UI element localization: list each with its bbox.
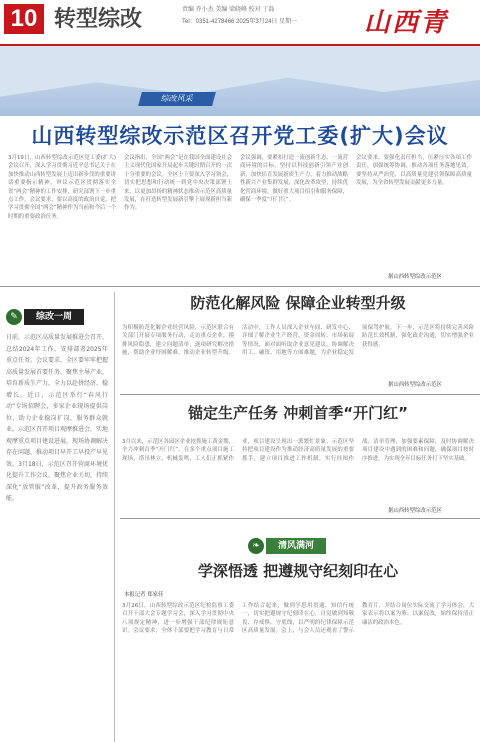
- article4-headline: 学深悟透 把遵规守纪刻印在心: [197, 562, 399, 580]
- article2-headline: 防范化解风险 保障企业转型升级: [190, 294, 406, 312]
- leaf-icon: ❧: [248, 538, 264, 554]
- article4-label: 清风满河: [266, 538, 326, 554]
- article2-source: 据山西转型综改示范区: [388, 382, 442, 388]
- article3-source: 据山西转型综改示范区: [388, 508, 442, 514]
- section-title: 转型综改: [54, 6, 143, 32]
- lead-column-3: 会议强调，要紧扣打造一流创新生态、一流营商环境的目标，坚持以科技创新引领产业创新，加快培育发展新质生产力，着力推动战略性新兴产业集群发展，深化改革攻坚，持续优化营商环境，做好重大项目招引和服务保障，确保一季度“开门红”。: [240, 155, 348, 204]
- page-header: [0, 0, 480, 50]
- article4-body: 3月26日，山西转型综改示范区纪检监察工委召开干部大会专题学习会，深入学习贯彻中央八项规定精神，进一步增强干部纪律规矩意识。会议要求，全体干部要把学习教育与日常工作结合起来，做到学思用贯通、知信行统一，切实把遵规守纪刻印在心，自觉做到知敬畏、存戒惧、守底线，以严明的纪律保障示范区高质量发展。会上，与会人员还观看了警示教育片，并结合岗位实际交流了学习体会，大家表示将以案为鉴、以案促改，始终保持清正廉洁的政治本色。: [122, 603, 474, 635]
- sidebar-text: 日前，示范区高质量发展推进会召开，总结2024年工作，安排部署2025年重点任务。会议要求，全区要牢牢把握高质量发展首要任务，聚焦主导产业，培育新质生产力，全力以赴拼经济、稳增长。近日，示范区举行“春风行动”专场招聘会，多家企业现场提供岗位，助力企业稳岗扩岗，服务群众就业。示范区召开项目观摩推进会，实地观摩重点项目建设进展，现场协调解决存在问题，推动项目早开工早投产早见效。3月18日，示范区召开营商环境优化提升工作会议，聚焦企业关切，持续深化“放管服”改革，提升政务服务效能。: [6, 334, 108, 502]
- article3-body: 3月以来，示范区各园区企业抢抓施工黄金期，全力冲刺首季“开门红”。在多个重点项目施工现场，塔吊林立、机械轰鸣，工人们正抓紧作业，项目建设呈现出一派繁忙景象。示范区坚持把项目建设作为推动经济高质量发展的重要抓手，建立项目推进工作机制，实行挂图作战、清单管理，加强要素保障，及时协调解决项目建设中遇到的困难和问题，确保项目按时序推进，为实现全年目标任务打下坚实基础。: [122, 439, 474, 462]
- banner-tag: 综改风采: [138, 92, 216, 106]
- divider: [120, 518, 480, 519]
- article2-body: 为积极防范化解企业经营风险，示范区联合有关部门开展专项服务行动，走访重点企业，摸排风险隐患，建立问题清单，逐项研究解决措施，帮助企业纾困解难，推动企业转型升级。活动中，工作人员深入企业车间、研发中心，详细了解企业生产经营、资金周转、市场拓展等情况，面对面听取企业意见建议，协调解决用工、融资、用地等方面难题，为企业稳定发展保驾护航。下一步，示范区将持续完善风险防范长效机制，强化政企沟通，切实增强企业获得感。: [122, 325, 474, 357]
- date-line: Tel：0351-4278466 2025年3月24日 星期一: [182, 19, 298, 25]
- article3-headline: 锚定生产任务 冲刺首季“开门红”: [188, 404, 408, 422]
- article4-byline: 本报记者 郑家佳: [124, 592, 164, 598]
- column-rule: [114, 292, 115, 742]
- lead-headline: 山西转型综改示范区召开党工委(扩大)会议: [31, 124, 449, 148]
- lead-column-1: 3月19日，山西转型综改示范区党工委(扩大)会议召开，深入学习贯彻习近平总书记关于在加快推动山西转型发展上迈出新步伐的重要讲话重要指示精神，审议示范区贯彻落实全省“两会”精神的工作安排，研究部署下一步重点工作。会议要求，要以高度的政治自觉，把学习贯彻全国“两会”精神作为当前和今后一个时期的重要政治任务。: [8, 155, 116, 220]
- editors-line: 责编 乔小杰 美编 梁晓峰 校对 丁磊: [182, 7, 275, 13]
- page-number: 10: [4, 4, 44, 34]
- lead-column-2: 会议指出，全国“两会”是在我国全面建设社会主义现代化国家开局起步关键时期召开的一次十分重要的会议。全区上下要深入学习领会，切实把思想和行动统一到党中央决策部署上来，以更加昂扬的精神状态推动示范区高质量发展，在打造转型发展新引擎上展现新担当新作为。: [124, 155, 232, 212]
- divider: [0, 286, 480, 287]
- lead-column-4: 会议要求，要强化责任担当，压紧压实各项工作责任，加强统筹协调，推动各项任务落地见效。要坚持从严治党，以高质量党建引领保障高质量发展，为全省转型发展贡献更多力量。: [356, 155, 472, 187]
- pen-icon: ✎: [6, 309, 22, 325]
- divider: [120, 394, 480, 395]
- sidebar-label: 综改一周: [24, 309, 84, 325]
- lead-source: 据山西转型综改示范区: [388, 274, 442, 280]
- newspaper-logo: 山西青: [364, 8, 449, 38]
